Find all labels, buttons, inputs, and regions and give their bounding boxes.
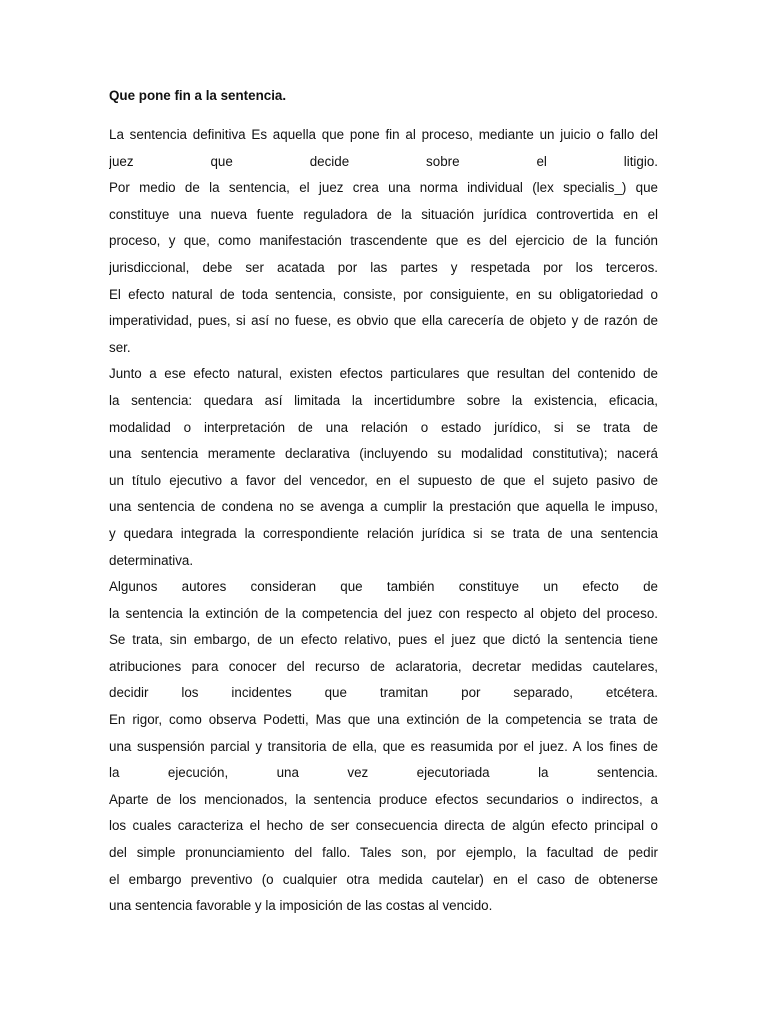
text-line: una sentencia de condena no se avenga a cumplir la prestación que aquella le impuso, [109,499,658,515]
text-line: juez que decide sobre el litigio. [109,153,658,169]
text-line: jurisdiccional, debe ser acatada por las partes y respetada por los terceros. [109,259,658,275]
text-line: una sentencia meramente declarativa (incluyendo su modalidad constitutiva); nacerá [109,446,658,462]
document-page [109,86,658,920]
text-line: del simple pronunciamiento del fallo. Tales son, por ejemplo, la facultad de pedir [109,845,658,861]
text-line: imperatividad, pues, si así no fuese, es obvio que ella carecería de objeto y de razón de [109,313,658,329]
text-line: los cuales caracteriza el hecho de ser consecuencia directa de algún efecto principal o [109,818,658,834]
document-body [109,122,658,920]
text-line: la ejecución, una vez ejecutoriada la sentencia. [109,765,658,781]
text-line: Algunos autores consideran que también constituye un efecto de [109,579,658,595]
text-line: la sentencia: quedara así limitada la incertidumbre sobre la existencia, eficacia, [109,392,658,408]
document-title: Que pone fin a la sentencia. [109,88,287,103]
text-line: Se trata, sin embargo, de un efecto relativo, pues el juez que dictó la sentencia tiene [109,632,658,648]
text-line: Junto a ese efecto natural, existen efectos particulares que resultan del contenido de [109,366,658,382]
text-line: La sentencia definitiva Es aquella que pone fin al proceso, mediante un juicio o fallo del [109,127,658,142]
text-line: Aparte de los mencionados, la sentencia produce efectos secundarios o indirectos, a [109,791,658,807]
text-line: determinativa. [109,552,194,568]
text-line: atribuciones para conocer del recurso de aclaratoria, decretar medidas cautelares, [109,658,658,674]
text-line: un título ejecutivo a favor del vencedor, en el supuesto de que el sujeto pasivo de [109,472,658,488]
text-line: decidir los incidentes que tramitan por separado, etcétera. [109,685,658,701]
text-line: una sentencia favorable y la imposición de las costas al vencido. [109,898,493,914]
text-line: el embargo preventivo (o cualquier otra medida cautelar) en el caso de obtenerse [109,871,658,887]
text-line: El efecto natural de toda sentencia, consiste, por consiguiente, en su obligatoriedad o [109,286,658,302]
text-line: constituye una nueva fuente reguladora de la situación jurídica controvertida en el [109,206,658,222]
text-line: En rigor, como observa Podetti, Mas que una extinción de la competencia se trata de [109,712,658,728]
text-line: y quedara integrada la correspondiente relación jurídica si se trata de una sentencia [109,525,658,541]
text-line: modalidad o interpretación de una relación o estado jurídico, si se trata de [109,419,658,435]
text-line: Por medio de la sentencia, el juez crea una norma individual (lex specialis_) que [109,180,658,196]
text-line: la sentencia la extinción de la competencia del juez con respecto al objeto del proceso. [109,605,658,621]
text-line: proceso, y que, como manifestación trascendente que es del ejercicio de la función [109,233,658,249]
text-line: una suspensión parcial y transitoria de ella, que es reasumida por el juez. A los fines de [109,738,658,754]
text-line: ser. [109,339,131,355]
